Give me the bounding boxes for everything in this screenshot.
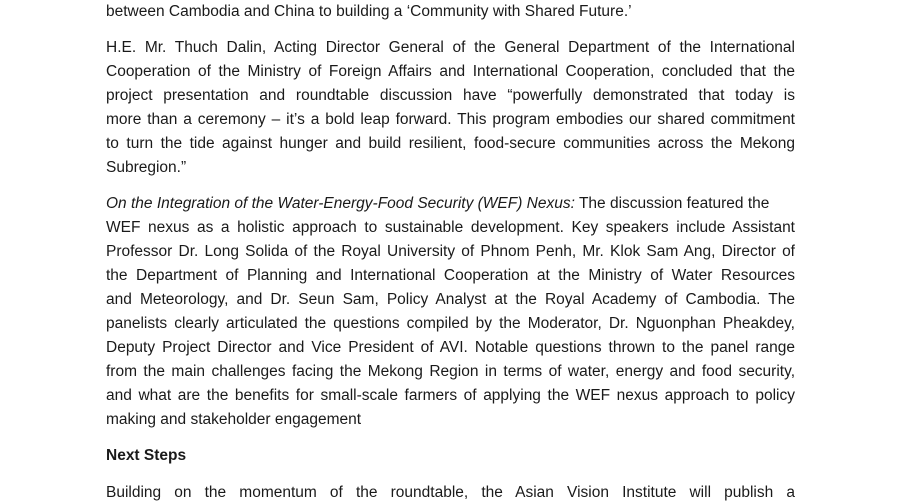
para2-lead-italic: On the Integration of the Water-Energy-Food Security (WEF) Nexus: [106, 195, 575, 212]
para2-first-rest: The discussion featured the [574, 195, 770, 212]
para2-line-2: WEF nexus as a holistic approach to sustainable development. Key speakers include Assistant [106, 219, 795, 236]
para1-line-5: to turn the tide against hunger and build resilient, food-secure communities across the Mekong [106, 135, 795, 152]
para2-line-1 [106, 193, 795, 215]
para2-line-8: from the main challenges facing the Mekong Region in terms of water, energy and food security, [106, 363, 795, 380]
para2-line-6: panelists clearly articulated the questions compiled by the Moderator, Dr. Nguonphan Pheakdey, [106, 315, 795, 332]
para1-line-1: H.E. Mr. Thuch Dalin, Acting Director General of the General Department of the International [106, 39, 795, 56]
para2-line-10: making and stakeholder engagement [106, 411, 362, 428]
para0-line-1: between Cambodia and China to building a ‘Community with Shared Future.’ [106, 3, 632, 20]
para2-line-3: Professor Dr. Long Solida of the Royal University of Phnom Penh, Mr. Klok Sam Ang, Director of [106, 243, 795, 260]
para1-line-4: more than a ceremony – it’s a bold leap forward. This program embodies our shared commitment [106, 111, 795, 128]
para1-line-6: Subregion.” [106, 159, 187, 176]
section-heading: Next Steps [106, 447, 187, 464]
para1-line-3: project presentation and roundtable discussion have “powerfully demonstrated that today is [106, 87, 795, 104]
para2-line-4: the Department of Planning and International Cooperation at the Ministry of Water Resources [106, 267, 795, 284]
para2-line-5: and Meteorology, and Dr. Seun Sam, Policy Analyst at the Royal Academy of Cambodia. The [106, 291, 795, 308]
para1-line-2: Cooperation of the Ministry of Foreign Affairs and International Cooperation, concluded that the [106, 63, 795, 80]
para2-line-9: and what are the benefits for small-scale farmers of applying the WEF nexus approach to policy [106, 387, 795, 404]
para2-line-7: Deputy Project Director and Vice President of AVI. Notable questions thrown to the panel range [106, 339, 795, 356]
para3-line-1: Building on the momentum of the roundtable, the Asian Vision Institute will publish a [106, 484, 795, 501]
